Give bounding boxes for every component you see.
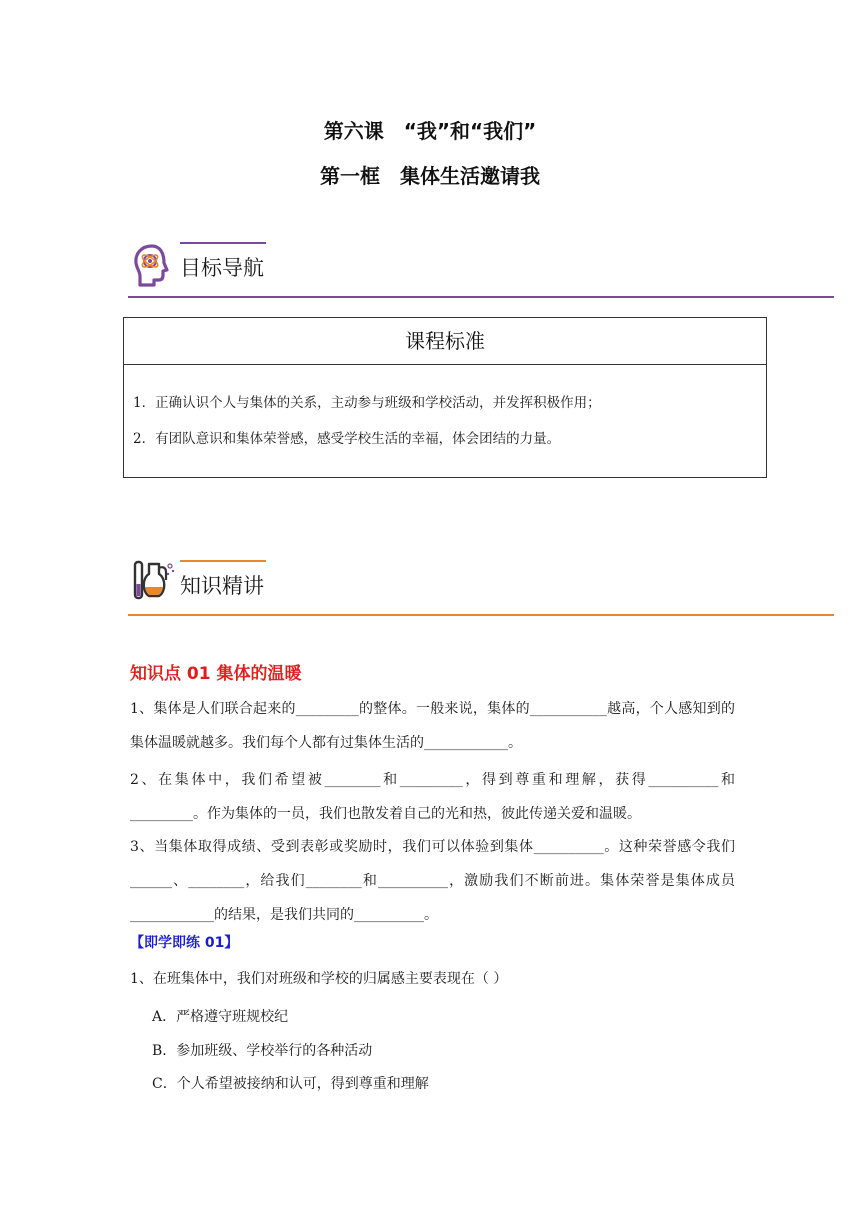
knowledge-paragraph: 2、在集体中，我们希望被________和_________，得到尊重和理解，获得__________和_________。作为集体的一员，我们也散发着自己的光和热，彼此传递关爱和温暖。: [130, 772, 735, 822]
knowledge-section-label: 知识精讲: [180, 574, 264, 598]
brain-head-icon: [132, 242, 172, 292]
frame-title: 第一框 集体生活邀请我: [320, 164, 540, 188]
knowledge-section-rule: [128, 614, 834, 616]
knowledge-section-header: [128, 556, 834, 616]
practice-header: 【即学即练 01】: [130, 935, 239, 951]
standard-item: 2．有团队意识和集体荣誉感，感受学校生活的幸福，体会团结的力量。: [133, 431, 561, 447]
course-standards-header: 课程标准: [124, 318, 766, 365]
knowledge-paragraph: 1、集体是人们联合起来的_________的整体。一般来说，集体的___________越高，个人感知到的集体温暖就越多。我们每个人都有过集体生活的____________。: [130, 701, 735, 751]
course-standards-box: [123, 317, 767, 478]
goal-section-label: 目标导航: [180, 256, 264, 280]
knowledge-paragraph: 3、当集体取得成绩、受到表彰或奖励时，我们可以体验到集体__________。这种荣誉感令我们______、________，给我们________和__________，激励我们不断前进。集体荣誉是集体成员____________的结果，是我们共同的__________。: [130, 839, 735, 923]
goal-section-header: [128, 238, 834, 298]
practice-option-a: A．严格遵守班规校纪: [152, 1009, 289, 1025]
goal-section-topline: [180, 242, 266, 244]
practice-question: 1、在班集体中，我们对班级和学校的归属感主要表现在（ ）: [130, 971, 508, 987]
practice-option-c: C．个人希望被接纳和认可，得到尊重和理解: [152, 1076, 429, 1092]
knowledge-point-title: 知识点 01 集体的温暖: [130, 664, 302, 684]
lesson-title: 第六课 “我”和“我们”: [323, 119, 537, 143]
practice-option-b: B．参加班级、学校举行的各种活动: [152, 1043, 373, 1059]
goal-section-rule: [128, 296, 834, 298]
standard-item: 1．正确认识个人与集体的关系，主动参与班级和学校活动，并发挥积极作用；: [133, 395, 601, 411]
course-standards-list: [124, 365, 766, 465]
lab-flask-icon: [132, 560, 176, 606]
knowledge-section-topline: [180, 560, 266, 562]
